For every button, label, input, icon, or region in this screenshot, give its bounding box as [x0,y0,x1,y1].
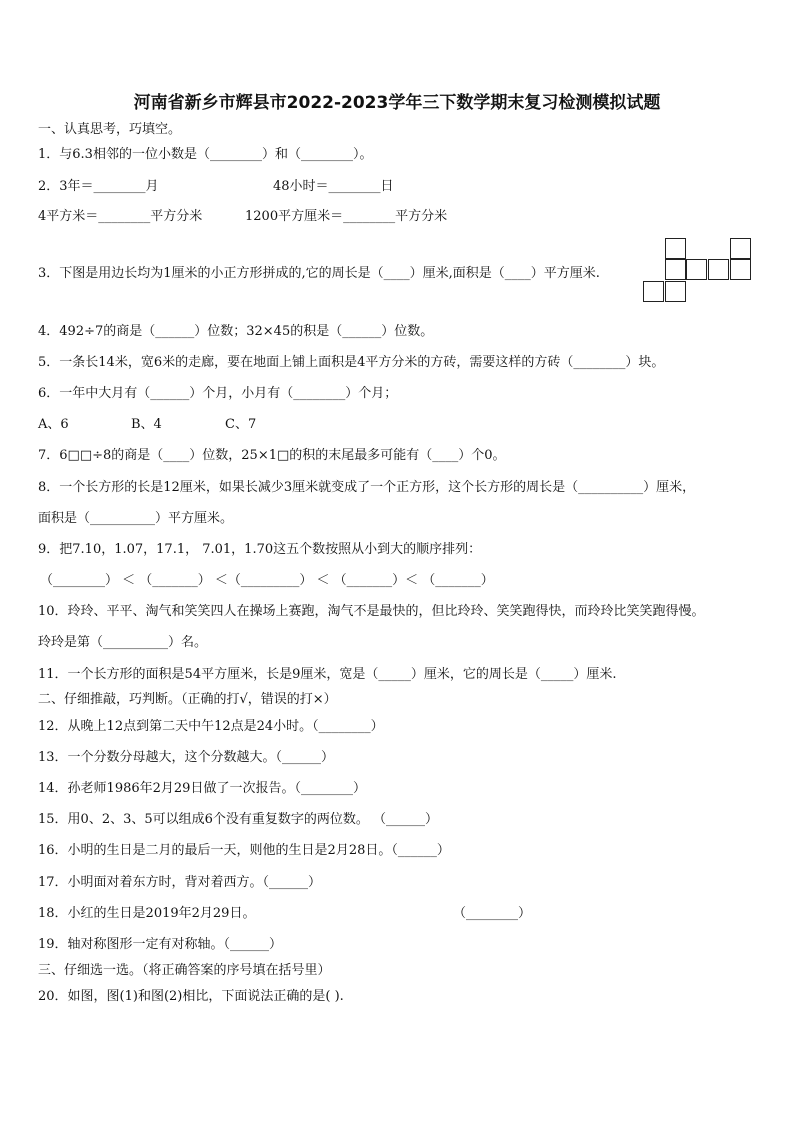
question-6-options [38,417,256,433]
option-a: A、6 [38,417,69,432]
grid-square [686,259,707,280]
grid-square [643,281,664,302]
grid-square [730,259,751,280]
option-c: C、7 [225,417,257,432]
question-18-text: 18．小红的生日是2019年2月29日。 [38,906,256,921]
grid-square [730,238,751,259]
grid-square [665,259,686,280]
question-2-row-1 [38,179,394,195]
question-3: 3．下图是用边长均为1厘米的小正方形拼成的,它的周长是（____）厘米,面积是（____）平方厘米. [38,266,600,281]
page-title: 河南省新乡市辉县市2022-2023学年三下数学期末复习检测模拟试题 [133,93,661,113]
grid-square [665,238,686,259]
question-10-line-2: 玲玲是第（__________）名。 [38,635,208,650]
question-19: 19．轴对称图形一定有对称轴。（______） [38,937,283,952]
question-8-line-1: 8．一个长方形的长是12厘米，如果长减少3厘米就变成了一个正方形，这个长方形的周长是（__________）厘米， [38,480,696,495]
question-6: 6．一年中大月有（______）个月，小月有（________）个月； [38,386,398,401]
question-8-line-2: 面积是（__________）平方厘米。 [38,511,234,526]
question-1: 1．与6.3相邻的一位小数是（________）和（________）。 [38,147,373,162]
section-heading-2: 二、仔细推敲，巧判断。（正确的打√，错误的打×） [38,692,337,707]
question-2-part-a: 2．3年＝________月 [38,179,159,194]
question-13: 13．一个分数分母越大，这个分数越大。（______） [38,750,335,765]
question-2-part-c: 4平方米＝________平方分米 [38,209,203,224]
question-18-blank: （________） [453,906,532,921]
section-heading-3: 三、仔细选一选。（将正确答案的序号填在括号里） [38,963,331,978]
question-4: 4．492÷7的商是（______）位数；32×45的积是（______）位数。 [38,324,434,339]
question-2-part-b: 48小时＝________日 [273,179,394,194]
question-7: 7．6□□÷8的商是（____）位数，25×1□的积的末尾最多可能有（____）个0。 [38,448,506,463]
option-b: B、4 [131,417,162,432]
question-2-row-2 [38,209,447,225]
question-16: 16．小明的生日是二月的最后一天，则他的生日是2月28日。（______） [38,843,450,858]
section-heading-1: 一、认真思考，巧填空。 [38,122,182,137]
grid-square [708,259,729,280]
question-18 [38,906,531,922]
question-10-line-1: 10．玲玲、平平、淘气和笑笑四人在操场上赛跑，淘气不是最快的，但比玲玲、笑笑跑得快，而玲玲比笑笑跑得慢。 [38,604,705,619]
question-15: 15．用0、2、3、5可以组成6个没有重复数字的两位数。 （______） [38,812,439,827]
question-11: 11．一个长方形的面积是54平方厘米，长是9厘米，宽是（_____）厘米，它的周长是（_____）厘米. [38,667,617,682]
question-2-part-d: 1200平方厘米＝________平方分米 [245,209,448,224]
question-12: 12．从晚上12点到第二天中午12点是24小时。（________） [38,719,384,734]
question-17: 17．小明面对着东方时，背对着西方。（______） [38,875,322,890]
question-5: 5．一条长14米，宽6米的走廊，要在地面上铺上面积是4平方分米的方砖，需要这样的方砖（________）块。 [38,355,665,370]
grid-square [665,281,686,302]
question-9-blanks: （________） ＜ （_______） ＜（_________） ＜ （_______）＜ （_______） [40,573,494,588]
question-20: 20．如图，图(1)和图(2)相比，下面说法正确的是( ). [38,989,344,1004]
question-9: 9．把7.10，1.07，17.1， 7.01，1.70这五个数按照从小到大的顺序排列： [38,542,482,557]
question-14: 14．孙老师1986年2月29日做了一次报告。（________） [38,781,366,796]
